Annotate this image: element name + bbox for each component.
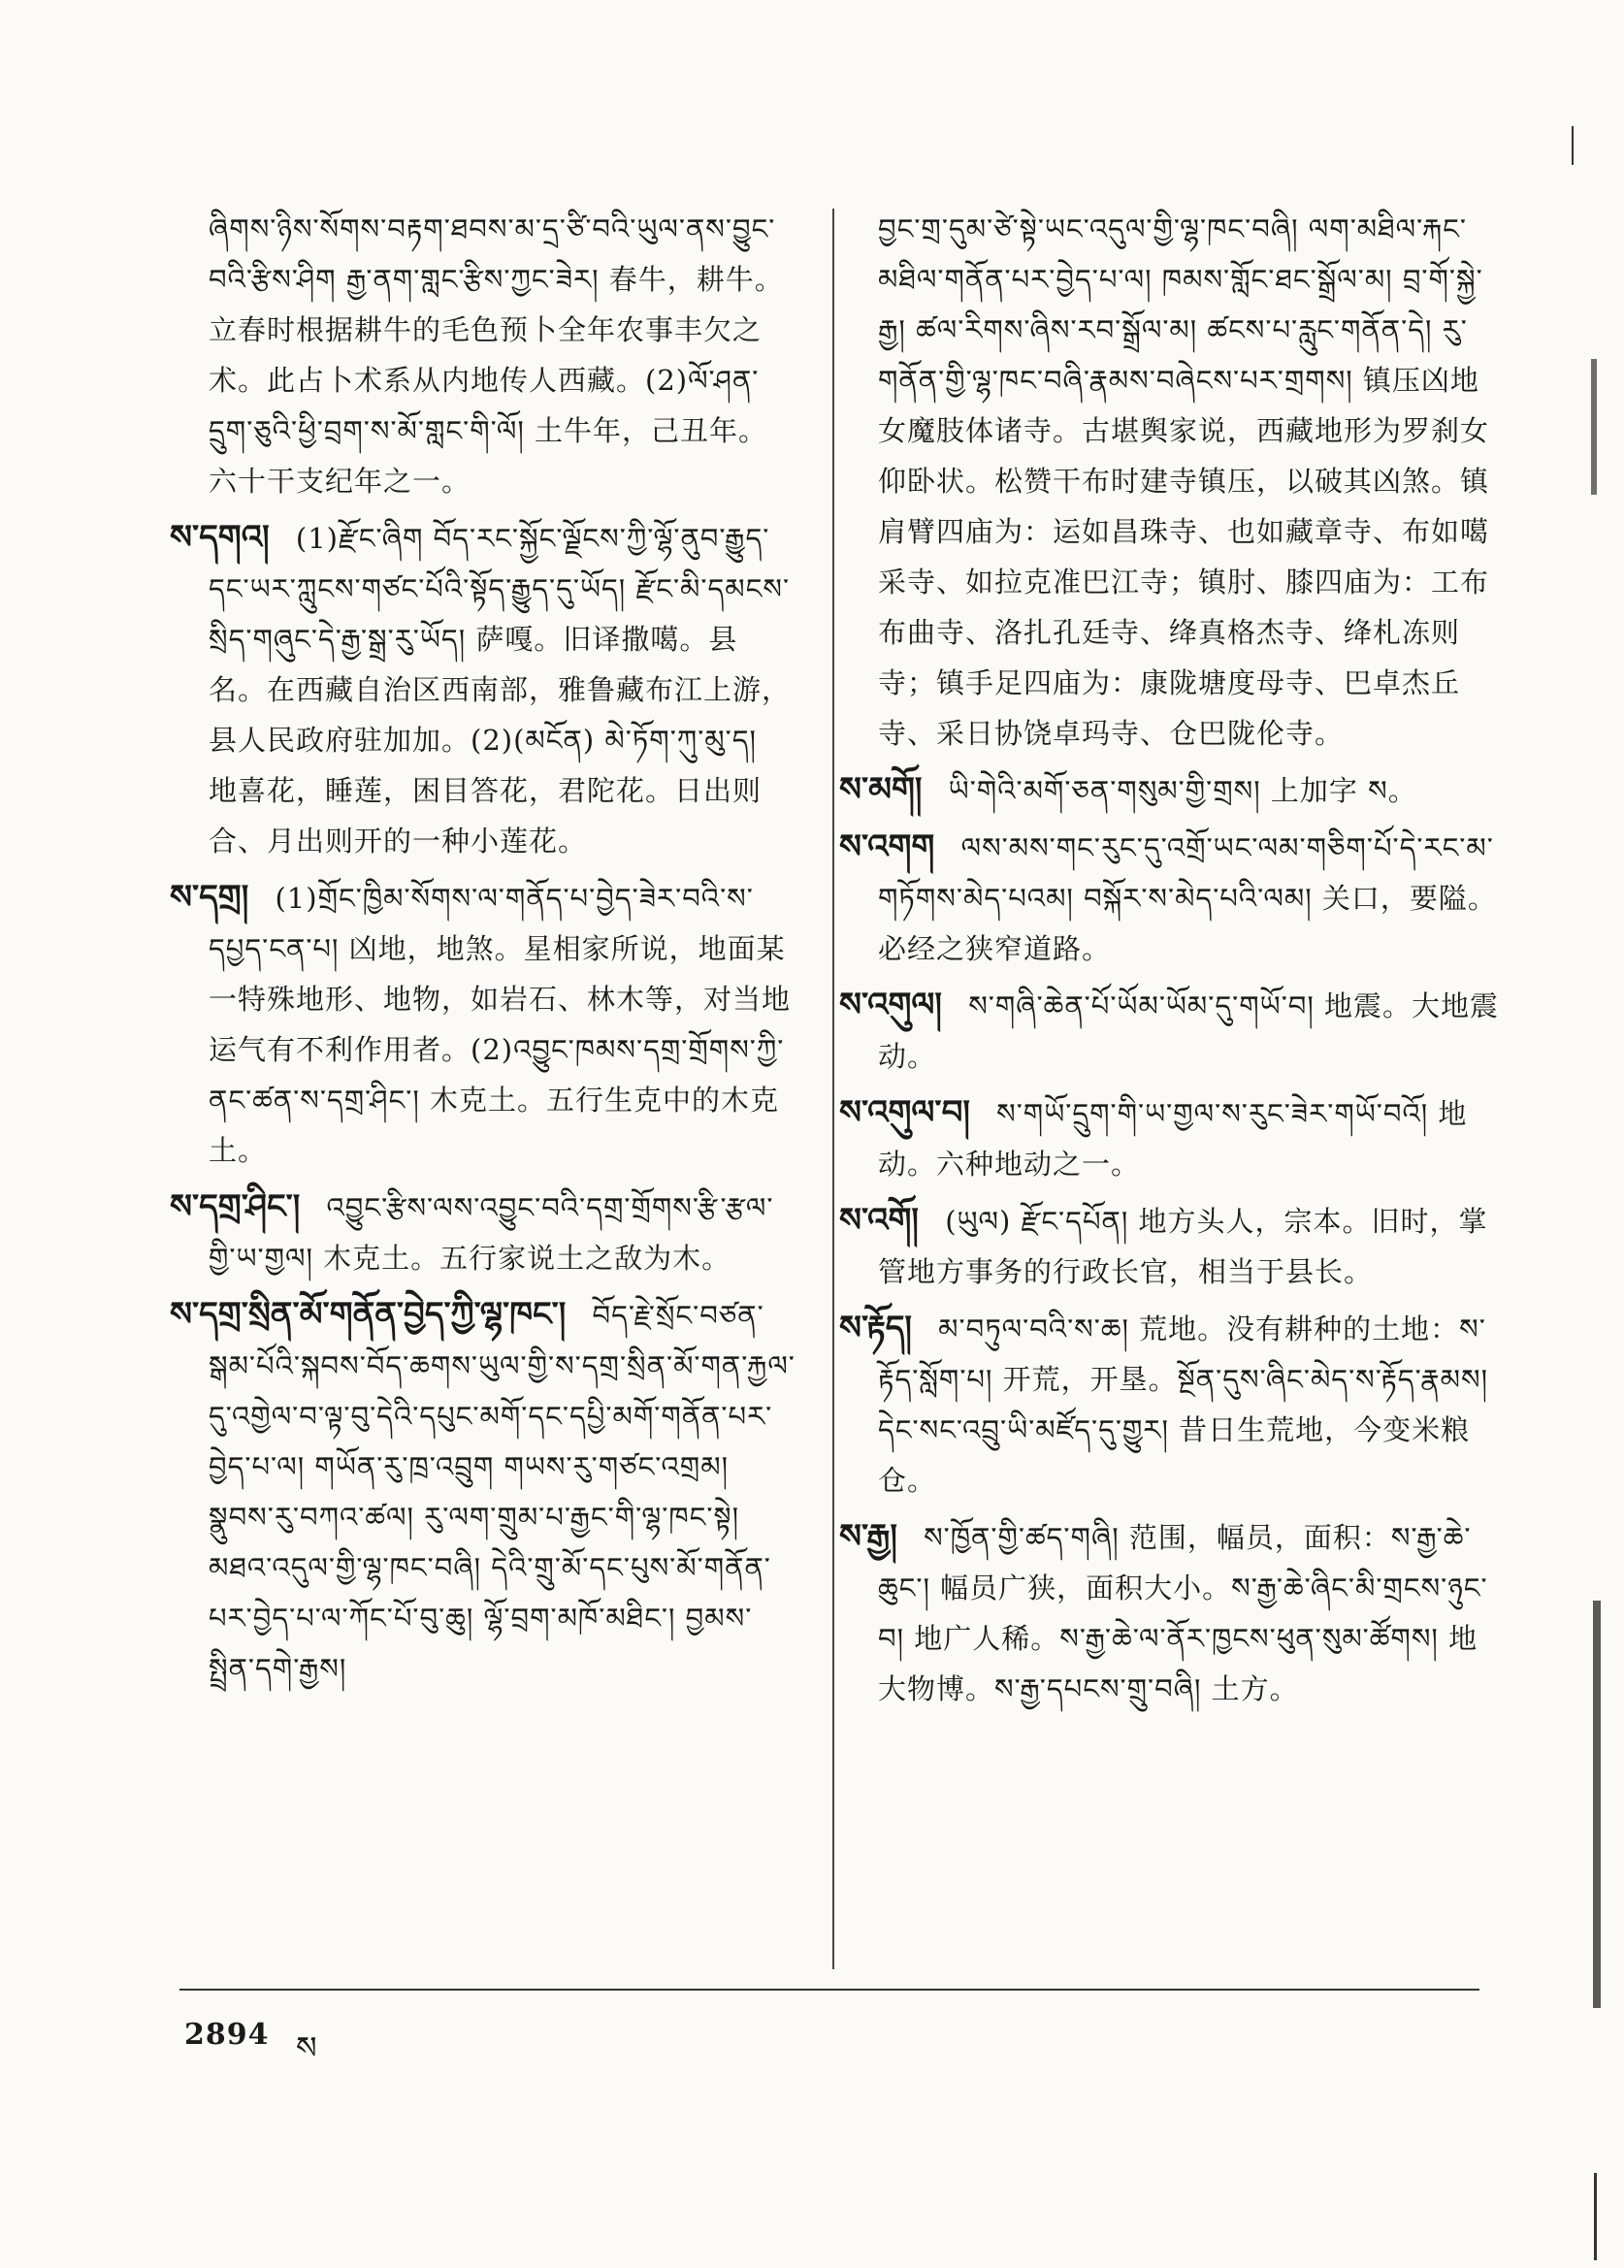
dictionary-entry	[839, 764, 1504, 816]
entry-definition: (1)གྲོང་ཁྱིམ་སོགས་ལ་གནོད་པ་བྱེད་ཟེར་བའི་ས་དཔྱད་ངན་པ། 凶地，地煞。星相家所说，地面某一特殊地形、地物，如岩石、林木等，对当地运气有不利作用者。(2)འབྱུང་ཁམས་དགྲ་གྲོགས་ཀྱི་ནང་ཚན་ས་དགྲ་ཤིང་། 木克土。五行生克中的木克土。	[209, 882, 792, 1167]
dictionary-entry	[839, 1303, 1504, 1506]
left-column	[170, 204, 796, 1700]
entry-headword: ས་འགུལ།	[839, 986, 942, 1024]
dictionary-entry	[170, 1289, 796, 1694]
dictionary-entry	[170, 1182, 796, 1283]
entry-definition: ས་གཞི་ཆེན་པོ་ཡོམ་ཡོམ་དུ་གཡོ་བ། 地震。大地震动。	[878, 989, 1500, 1073]
dictionary-entry	[839, 822, 1504, 974]
entry-headword: ས་དགྲ་སྲིན་མོ་གནོན་བྱེད་ཀྱི་ལྷ་ཁང་།	[170, 1295, 567, 1334]
dictionary-entry	[839, 980, 1504, 1082]
entry-definition: མ་བཏུལ་བའི་ས་ཆ། 荒地。没有耕种的土地：ས་རྟོད་སློག་པ། 开荒，开垦。སྔོན་དུས་ཞིང་མེད་ས་རྟོད་རྣམས། དེང་སང་འབྲུ་ཡི་མཛོད་དུ་གྱུར། 昔日生荒地，今变米粮仓。	[878, 1312, 1489, 1497]
dictionary-entry	[839, 1195, 1504, 1297]
dictionary-entry	[839, 1087, 1504, 1189]
page-section-letter: ས	[296, 2029, 317, 2066]
right-continuation: བྱང་གྲ་དུམ་ཙེ་སྟེ་ཡང་འདུལ་གྱི་ལྷ་ཁང་བཞི། ལག་མཐིལ་རྐང་མཐིལ་གནོན་པར་བྱེད་པ་ལ། ཁམས་གློང་ཐང་སྒྲོལ་མ། བྲ་གོ་སྐྱེ་རྒྱ། ཚལ་རིགས་ཞིས་རབ་སྒྲོལ་མ། ཚངས་པ་རླུང་གནོན་དེ། རུ་གནོན་གྱི་ལྷ་ཁང་བཞི་རྣམས་བཞེངས་པར་གྲགས། 镇压凶地女魔肢体诸寺。古堪舆家说，西藏地形为罗刹女仰卧状。松赞干布时建寺镇压，以破其凶煞。镇肩臂四庙为：运如昌珠寺、也如藏章寺、布如噶采寺、如拉克准巴江寺；镇肘、膝四庙为：工布布曲寺、洛扎孔廷寺、绛真格杰寺、绛札冻则寺；镇手足四庙为：康陇塘度母寺、巴卓杰丘寺、采日协饶卓玛寺、仓巴陇伦寺。	[878, 212, 1490, 750]
footer-rule	[179, 1989, 1479, 1991]
dictionary-entry	[170, 872, 796, 1176]
entry-headword: ས་འགུལ་བ།	[839, 1093, 970, 1132]
entry-definition: ཡི་གེའི་མགོ་ཅན་གསུམ་གྱི་གྲས། 上加字 ས。	[948, 774, 1417, 807]
page-number: 2894	[184, 2018, 270, 2052]
entry-definition: བོད་རྗེ་སྲོང་བཙན་སྒམ་པོའི་སྐབས་བོད་ཆགས་ཡུལ་གྱི་ས་དགྲ་སྲིན་མོ་གན་རྐྱལ་དུ་འགྱེལ་བ་ལྟ་བུ་དེའི་དཔུང་མགོ་དང་དཔྱི་མགོ་གནོན་པར་བྱེད་པ་ལ། གཡོན་རུ་ཁྲ་འབྲུག གཡས་རུ་གཙང་འགྲམ། སྣུབས་རུ་བཀའ་ཚལ། རུ་ལག་གྲུམ་པ་རྒྱང་གི་ལྷ་ཁང་སྟེ། མཐའ་འདུལ་གྱི་ལྷ་ཁང་བཞི། དེའི་གྲུ་མོ་དང་པུས་མོ་གནོན་པར་བྱེད་པ་ལ་ཀོང་པོ་བུ་ཆུ། ལྷོ་བྲག་མཁོ་མཐིང་། བྱམས་སྤྲིན་དགེ་རྒྱས།	[209, 1299, 796, 1685]
entry-definition: (ཡུལ) རྫོང་དཔོན། 地方头人，宗本。旧时，掌管地方事务的行政长官，相当于县长。	[878, 1205, 1488, 1288]
entry-definition: ས་གཡོ་དྲུག་གི་ཡ་གྱལ་ས་རུང་ཟེར་གཡོ་བའོ། 地动。六种地动之一。	[878, 1097, 1468, 1181]
right-column	[839, 204, 1504, 1720]
entry-headword: ས་དགྲ།	[170, 878, 249, 917]
scan-edge-mark	[1572, 126, 1574, 165]
entry-definition: འབྱུང་རྩིས་ལས་འབྱུང་བའི་དགྲ་གྲོགས་རྩི་རྩལ་གྱི་ཡ་གྱལ། 木克土。五行家说土之敌为木。	[209, 1191, 774, 1275]
dictionary-entry	[839, 1511, 1504, 1714]
entry-definition: (1)རྫོང་ཞིག བོད་རང་སྐྱོང་ལྗོངས་ཀྱི་ལྷོ་ནུབ་རྒྱུད་དང་ཡར་ཀླུངས་གཙང་པོའི་སྟོད་རྒྱུད་དུ་ཡོད། རྫོང་མི་དམངས་སྲིད་གཞུང་དེ་རྒྱ་སྒྲ་རུ་ཡོད། 萨嘎。旧译撒噶。县名。在西藏自治区西南部，雅鲁藏布江上游，县人民政府驻加加。(2)(མངོན) མེ་ཏོག་ཀུ་མུ་ད། 地喜花，睡莲，困目答花，君陀花。日出则合、月出则开的一种小莲花。	[209, 522, 792, 858]
entry-headword: ས་དགྲ་ཤིང་།	[170, 1187, 301, 1226]
dictionary-entry	[170, 512, 796, 866]
column-divider	[832, 209, 834, 1969]
scan-edge-mark	[1593, 1601, 1601, 2008]
entry-definition: ལས་མས་གང་རུང་དུ་འགྲོ་ཡང་ལམ་གཅིག་པོ་དེ་རང་མ་གཏོགས་མེད་པའམ། བསྐོར་ས་མེད་པའི་ལམ། 关口，要隘。必经之狭窄道路。	[878, 831, 1497, 965]
entry-headword: ས་མགོ།	[839, 770, 923, 809]
scan-edge-mark	[1594, 2173, 1597, 2260]
left-continuation: ཞིགས་ཉིས་སོགས་བརྟག་ཐབས་མ་དྲ་ཙི་བའི་ཡུལ་ནས་བྱུང་བའི་རྩིས་ཤིག རྒྱ་ནག་གླང་རྩིས་ཀྱང་ཟེར། 春牛，耕牛。立春时根据耕牛的毛色预卜全年农事丰欠之术。此占卜术系从内地传人西藏。(2)ལོ་ཤན་དྲུག་ཅུའི་ཕྱི་བྲག་ས་མོ་གླང་གི་ལོ། 土牛年，己丑年。六十干支纪年之一。	[209, 212, 784, 498]
scan-edge-mark	[1591, 359, 1597, 495]
entry-headword: ས་རྒྱ།	[839, 1517, 897, 1556]
entry-headword: ས་འགོ།	[839, 1201, 919, 1240]
entry-definition: ས་ཁྱོན་གྱི་ཚད་གཞི། 范围，幅员，面积：ས་རྒྱ་ཆེ་ཆུང་། 幅员广狭，面积大小。ས་རྒྱ་ཆེ་ཞིང་མི་གྲངས་ཉུང་བ། 地广人稀。ས་རྒྱ་ཆེ་ལ་ནོར་ཁྱངས་ཕུན་སུམ་ཚོགས། 地大物博。ས་རྒྱ་དཔངས་གྲུ་བཞི། 土方。	[878, 1521, 1488, 1705]
entry-headword: ས་དགའ།	[170, 518, 270, 557]
entry-headword: ས་རྟོད།	[839, 1309, 912, 1347]
entry-headword: ས་འགག	[839, 827, 935, 866]
